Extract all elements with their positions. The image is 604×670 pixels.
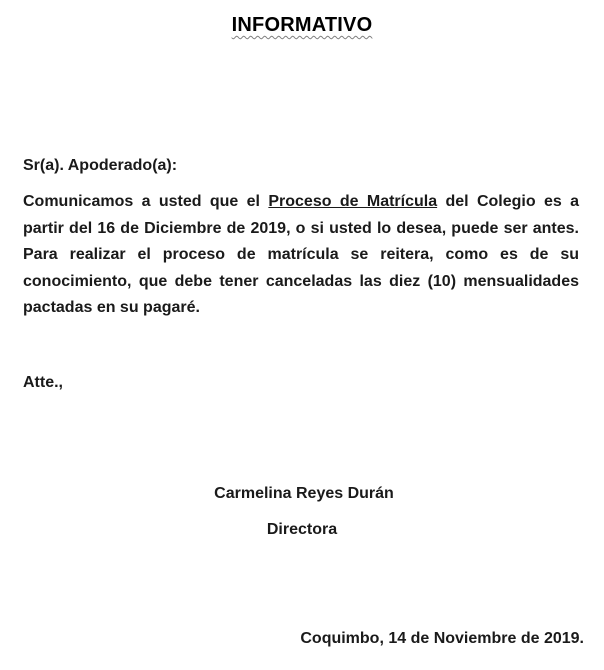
document-title bbox=[0, 14, 604, 37]
body-text-part1: Comunicamos a usted que el bbox=[23, 193, 269, 210]
body-text-highlight: Proceso de Matrícula bbox=[268, 193, 438, 210]
signature-name: Carmelina Reyes Durán bbox=[214, 485, 394, 502]
place-date: Coquimbo, 14 de Noviembre de 2019. bbox=[300, 630, 584, 647]
document-title-text: INFORMATIVO bbox=[231, 14, 373, 36]
greeting: Sr(a). Apoderado(a): bbox=[23, 157, 178, 174]
body-text-part2: del Colegio es a partir del 16 de Diciembre de 2019, o si usted lo desea, puede ser antes. Para realizar el proceso de matrícula se reitera, como es de su conocimiento, que debe tener canceladas las diez (10) mensualidades pactadas en su pagaré. bbox=[23, 193, 580, 316]
closing: Atte., bbox=[23, 374, 63, 391]
signature-role: Directora bbox=[266, 521, 338, 538]
body-paragraph bbox=[23, 189, 579, 322]
